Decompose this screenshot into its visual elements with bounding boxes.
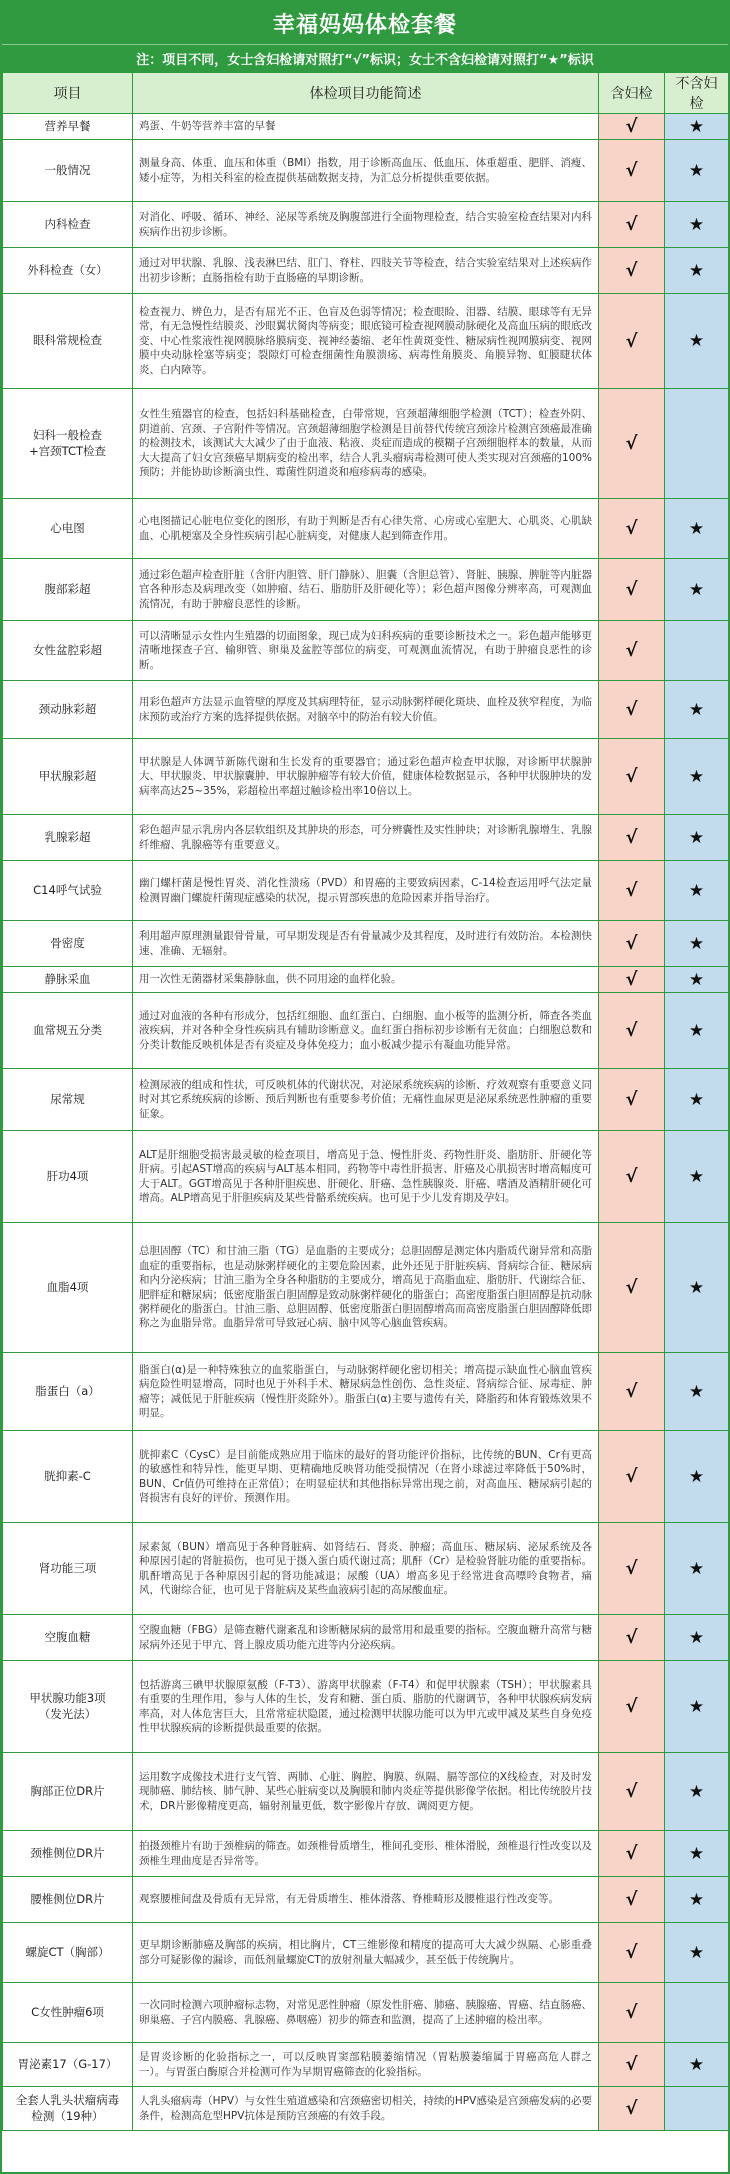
- row-item-name: 外科检查（女）: [3, 248, 133, 294]
- row-item-name: 血脂4项: [3, 1223, 133, 1353]
- table-row: [3, 739, 729, 815]
- check-mark: √: [599, 1661, 665, 1753]
- row-item-name: 颈椎侧位DR片: [3, 1831, 133, 1877]
- row-description: 总胆固醇（TC）和甘油三脂（TG）是血脂的主要成分；总胆固醇是测定体内脂质代谢异常和高脂血症的重要指标，也是动脉粥样硬化的主要危险因素，此外还见于肝脏疾病、肾病综合征、糖尿病和内分泌疾病；甘油三脂为全身各种脂肪的主要成分，增高见于高脂血症、脂肪肝、代谢综合征、肥胖症和糖尿病；低密度脂蛋白胆固醇是致动脉粥样硬化的脂蛋白；高密度脂蛋白胆固醇是抗动脉粥样硬化的脂蛋白。甘油三脂、总胆固醇、低密度脂蛋白胆固醇增高而高密度脂蛋白胆固醇降低即称之为血脂异常。血脂异常可导致冠心病、脑中风等心脑血管疾病。: [133, 1223, 599, 1353]
- row-description: 通过彩色超声检查肝脏（含肝内胆管、肝门静脉）、胆囊（含胆总管）、肾脏、胰腺、脾脏等内脏器官各种形态及病理改变（如肿瘤、结石、脂肪肝及肝硬化等）；彩色超声图像分辨率高，可观测血流情况，有助于肿瘤良恶性的诊断。: [133, 559, 599, 621]
- star-mark: ★: [665, 1877, 729, 1923]
- row-item-name: 血常规五分类: [3, 993, 133, 1069]
- row-description: 运用数字成像技术进行支气管、两肺、心脏、胸腔、胸膜、纵隔、膈等部位的X线检查，对及时发现肺癌、肺结核、肺气肿、某些心脏病变以及胸膜和肺内炎症等提供影像学依据。相比传统胶片技术，DR片影像精度更高，辐射剂量更低，数字影像片存放、调阅更方便。: [133, 1753, 599, 1831]
- star-mark: ★: [665, 1615, 729, 1661]
- star-mark: ★: [665, 294, 729, 389]
- check-mark: √: [599, 815, 665, 861]
- star-mark: [665, 621, 729, 681]
- row-description: 包括游离三碘甲状腺原氨酸（F-T3）、游离甲状腺素（F-T4）和促甲状腺素（TSH）；甲状腺素具有重要的生理作用，参与人体的生长，发育和糖、蛋白质、脂肪的代谢调节，各种甲状腺疾病发病率高，对人体危害巨大，且常常症状隐匿，通过检测甲状腺功能可以为甲亢或甲减及某些自身免疫性甲状腺疾病的诊断提供最重要的依据。: [133, 1661, 599, 1753]
- check-mark: √: [599, 114, 665, 140]
- row-description: 心电图描记心脏电位变化的图形，有助于判断是否有心律失常、心房或心室肥大、心肌炎、心肌缺血、心肌梗塞及全身性疾病引起心脏病变，对健康人起到筛查作用。: [133, 499, 599, 559]
- row-description: 用一次性无菌器材采集静脉血，供不同用途的血样化验。: [133, 967, 599, 993]
- star-mark: ★: [665, 1353, 729, 1431]
- table-row: [3, 1831, 729, 1877]
- row-description: 可以清晰显示女性内生殖器的切面图象，现已成为妇科疾病的重要诊断技术之一。彩色超声能够更清晰地探查子宫、输卵管、卵巢及盆腔等部位的病变，可观测血流情况，有助于肿瘤良恶性的诊断。: [133, 621, 599, 681]
- row-item-name: 空腹血糖: [3, 1615, 133, 1661]
- table-row: [3, 815, 729, 861]
- row-item-name: C女性肿瘤6项: [3, 1983, 133, 2043]
- table-row: [3, 1223, 729, 1353]
- table-row: [3, 1923, 729, 1983]
- table-row: [3, 248, 729, 294]
- star-mark: ★: [665, 1069, 729, 1131]
- row-description: 通过对甲状腺、乳腺、浅表淋巴结、肛门、脊柱、四肢关节等检查，结合实验室结果对上述疾病作出初步诊断；直肠指检有助于直肠癌的早期诊断。: [133, 248, 599, 294]
- row-item-name: 内科检查: [3, 202, 133, 248]
- row-item-name: 一般情况: [3, 140, 133, 202]
- table-row: [3, 1069, 729, 1131]
- star-mark: ★: [665, 499, 729, 559]
- row-item-name: 脂蛋白（a）: [3, 1353, 133, 1431]
- check-mark: √: [599, 967, 665, 993]
- row-item-name: 腰椎侧位DR片: [3, 1877, 133, 1923]
- table-row: [3, 1661, 729, 1753]
- row-description: 空腹血糖（FBG）是筛查糖代谢紊乱和诊断糖尿病的最常用和最重要的指标。空腹血糖升高常与糖尿病外还见于甲亢、肾上腺皮质功能亢进等内分泌疾病。: [133, 1615, 599, 1661]
- star-mark: ★: [665, 1523, 729, 1615]
- check-mark: √: [599, 1131, 665, 1223]
- row-description: 尿素氮（BUN）增高见于各种肾脏病、如肾结石、肾炎、肿瘤；高血压、糖尿病、泌尿系统及各种原因引起的肾脏损伤，也可见于摄入蛋白质代谢过高；肌酐（Cr）是检验肾脏功能的重要指标。肌酐增高见于各种原因引起的肾功能减退；尿酸（UA）增高多见于经常进食高嘌呤食物者，痛风，代谢综合征，也可见于肾脏病及某些血液病引起的高尿酸血症。: [133, 1523, 599, 1615]
- check-mark: √: [599, 2087, 665, 2131]
- check-mark: √: [599, 1523, 665, 1615]
- row-description: 一次同时检测六项肿瘤标志物，对常见恶性肿瘤（原发性肝癌、肺癌、胰腺癌、胃癌、结直肠癌、卵巢癌、子宫内膜癌、乳腺癌、鼻咽癌）初步的筛查和监测，提高了上述肿瘤的检出率。: [133, 1983, 599, 2043]
- check-mark: √: [599, 861, 665, 921]
- check-mark: √: [599, 1615, 665, 1661]
- header-item: 项目: [3, 73, 133, 114]
- star-mark: ★: [665, 248, 729, 294]
- row-item-name: 骨密度: [3, 921, 133, 967]
- star-mark: ★: [665, 1753, 729, 1831]
- check-mark: √: [599, 559, 665, 621]
- row-item-name: 肾功能三项: [3, 1523, 133, 1615]
- table-row: [3, 559, 729, 621]
- star-mark: ★: [665, 815, 729, 861]
- table-row: [3, 621, 729, 681]
- table-row: [3, 499, 729, 559]
- row-item-name: 静脉采血: [3, 967, 133, 993]
- star-mark: ★: [665, 681, 729, 739]
- row-item-name: 眼科常规检查: [3, 294, 133, 389]
- star-mark: ★: [665, 1431, 729, 1523]
- row-description: 是胃炎诊断的化验指标之一，可以反映胃窦部粘膜萎缩情况（胃粘膜萎缩属于胃癌高危人群之一）。与胃蛋白酶原合并检测可作为早期胃癌筛查的化验指标。: [133, 2043, 599, 2087]
- row-description: ALT是肝细胞受损害最灵敏的检查项目，增高见于急、慢性肝炎、药物性肝炎、脂肪肝、肝硬化等肝病。引起AST增高的疾病与ALT基本相同，药物等中毒性肝损害、肝癌及心肌损害时增高幅度可大于ALT。GGT增高见于各种肝胆疾患、肝硬化、肝癌、急性胰腺炎、肝癌、嗜酒及酒精肝硬化可增高。ALP增高见于肝胆疾病及某些骨骼系统疾病。也可见于少儿发育期及孕妇。: [133, 1131, 599, 1223]
- star-mark: [665, 1983, 729, 2043]
- row-description: 用彩色超声方法显示血管壁的厚度及其病理特征，显示动脉粥样硬化斑块、血栓及狭窄程度，为临床预防或治疗方案的选择提供依据。对脑卒中的防治有较大价值。: [133, 681, 599, 739]
- row-item-name: 甲状腺彩超: [3, 739, 133, 815]
- table-row: [3, 1523, 729, 1615]
- checkup-table: [2, 72, 729, 2131]
- check-mark: √: [599, 621, 665, 681]
- check-mark: √: [599, 1753, 665, 1831]
- row-item-name: 颈动脉彩超: [3, 681, 133, 739]
- check-mark: √: [599, 202, 665, 248]
- check-mark: √: [599, 1431, 665, 1523]
- check-mark: √: [599, 993, 665, 1069]
- star-mark: ★: [665, 1661, 729, 1753]
- row-item-name: 妇科一般检查 +宫颈TCT检查: [3, 389, 133, 499]
- row-item-name: 全套人乳头状瘤病毒 检测（19种）: [3, 2087, 133, 2131]
- row-item-name: 胃泌素17（G-17）: [3, 2043, 133, 2087]
- table-row: [3, 1431, 729, 1523]
- row-description: 检测尿液的组成和性状，可反映机体的代谢状况，对泌尿系统疾病的诊断、疗效观察有重要意义同时对其它系统疾病的诊断、预后判断也有重要参考价值；无痛性血尿更是泌尿系统恶性肿瘤的重要征象。: [133, 1069, 599, 1131]
- check-mark: √: [599, 294, 665, 389]
- check-mark: √: [599, 389, 665, 499]
- table-row: [3, 1131, 729, 1223]
- star-mark: [665, 2087, 729, 2131]
- table-row: [3, 2043, 729, 2087]
- check-mark: √: [599, 1877, 665, 1923]
- star-mark: ★: [665, 559, 729, 621]
- check-mark: √: [599, 1831, 665, 1877]
- star-mark: ★: [665, 921, 729, 967]
- row-description: 利用超声原理测量跟骨骨量，可早期发现是否有骨量减少及其程度，及时进行有效防治。本检测快速、准确、无辐射。: [133, 921, 599, 967]
- star-mark: ★: [665, 2043, 729, 2087]
- row-description: 幽门螺杆菌是慢性胃炎、消化性溃疡（PVD）和胃癌的主要致病因素，C-14检查运用呼气法定量检测胃幽门螺旋杆菌现症感染的状况，提示胃部疾患的危险因素并指导治疗。: [133, 861, 599, 921]
- check-mark: √: [599, 1353, 665, 1431]
- row-description: 观察腰椎间盘及骨质有无异常，有无骨质增生、椎体滑落、脊椎畸形及腰椎退行性改变等。: [133, 1877, 599, 1923]
- row-description: 对消化、呼吸、循环、神经、泌尿等系统及胸腹部进行全面物理检查，结合实验室检查结果对内科疾病作出初步诊断。: [133, 202, 599, 248]
- row-item-name: 胸部正位DR片: [3, 1753, 133, 1831]
- check-mark: √: [599, 140, 665, 202]
- row-description: 女性生殖器官的检查，包括妇科基础检查，白带常规，宫颈超薄细胞学检测（TCT）；检查外阴、阴道前、宫颈、子宫附件等情况。宫颈超薄细胞学检测是目前替代传统宫颈涂片检测宫颈癌最准确的检测技术，该测试大大减少了由于血液、粘液、炎症而造成的模糊子宫颈细胞样本的数量，从而大大提高了妇女宫颈癌早期病变的检出率，结合人乳头瘤病毒检测可使人类实现对宫颈癌的100%预防；并能协助诊断滴虫性、霉菌性阴道炎和疱疹病毒的感染。: [133, 389, 599, 499]
- star-mark: ★: [665, 114, 729, 140]
- check-mark: √: [599, 248, 665, 294]
- check-mark: √: [599, 921, 665, 967]
- star-mark: ★: [665, 1223, 729, 1353]
- header-description: 体检项目功能简述: [133, 73, 599, 114]
- row-description: 鸡蛋、牛奶等营养丰富的早餐: [133, 114, 599, 140]
- table-row: [3, 202, 729, 248]
- row-item-name: 心电图: [3, 499, 133, 559]
- star-mark: ★: [665, 1923, 729, 1983]
- row-description: 彩色超声显示乳房内各层软组织及其肿块的形态，可分辨囊性及实性肿块；对诊断乳腺增生、乳腺纤维瘤、乳腺癌等有重要意义。: [133, 815, 599, 861]
- row-description: 人乳头瘤病毒（HPV）与女性生殖道感染和宫颈癌密切相关，持续的HPV感染是宫颈癌发病的必要条件，检测高危型HPV抗体是预防宫颈癌的有效手段。: [133, 2087, 599, 2131]
- row-item-name: 腹部彩超: [3, 559, 133, 621]
- row-item-name: 肝功4项: [3, 1131, 133, 1223]
- star-mark: ★: [665, 202, 729, 248]
- star-mark: ★: [665, 739, 729, 815]
- star-mark: ★: [665, 1831, 729, 1877]
- star-mark: ★: [665, 140, 729, 202]
- header-without-gynecology: 不含妇检: [665, 73, 729, 114]
- header-with-gynecology: 含妇检: [599, 73, 665, 114]
- legend-note: 注：项目不同，女士含妇检请对照打“√”标识；女士不含妇检请对照打“★”标识: [2, 44, 728, 72]
- row-description: 通过对血液的各种有形成分，包括红细胞、血红蛋白、白细胞、血小板等的监测分析，筛查各类血液疾病，并对各种全身性疾病具有辅助诊断意义。血红蛋白指标初步诊断有无贫血；白细胞总数和分类计数能反映机体是否有炎症及身体免疫力；血小板减少提示有凝血功能异常。: [133, 993, 599, 1069]
- table-row: [3, 921, 729, 967]
- row-item-name: 甲状腺功能3项 （发光法）: [3, 1661, 133, 1753]
- row-description: 脂蛋白(α)是一种特殊独立的血浆脂蛋白，与动脉粥样硬化密切相关；增高提示缺血性心脑血管疾病危险性明显增高，同时也见于外科手术、糖尿病急性创伤、急性炎症、肾病综合征、尿毒症、肿瘤等；减低见于肝脏疾病（慢性肝炎除外）。脂蛋白(α)主要与遗传有关，降脂药和体育锻炼效果不明显。: [133, 1353, 599, 1431]
- table-row: [3, 993, 729, 1069]
- table-row: [3, 1353, 729, 1431]
- star-mark: ★: [665, 967, 729, 993]
- check-mark: √: [599, 1983, 665, 2043]
- row-description: 测量身高、体重、血压和体重（BMI）指数，用于诊断高血压、低血压、体重超重、肥胖、消瘦、矮小症等，为相关科室的检查提供基础数据支持，为汇总分析提供重要依据。: [133, 140, 599, 202]
- row-description: 甲状腺是人体调节新陈代谢和生长发育的重要器官；通过彩色超声检查甲状腺，对诊断甲状腺肿大、甲状腺炎、甲状腺囊肿、甲状腺肿瘤等有较大价值，健康体检数据显示，各种甲状腺肿块的发病率高达25~35%，彩超检出率超过触诊检出率10倍以上。: [133, 739, 599, 815]
- table-row: [3, 861, 729, 921]
- check-mark: √: [599, 1069, 665, 1131]
- table-row: [3, 114, 729, 140]
- table-row: [3, 1983, 729, 2043]
- table-row: [3, 967, 729, 993]
- table-row: [3, 681, 729, 739]
- table-row: [3, 1615, 729, 1661]
- check-mark: √: [599, 1223, 665, 1353]
- table-row: [3, 140, 729, 202]
- row-item-name: 乳腺彩超: [3, 815, 133, 861]
- table-header-row: [3, 73, 729, 114]
- table-row: [3, 1877, 729, 1923]
- row-description: 拍摄颈椎片有助于颈椎病的筛查。如颈椎骨质增生，椎间孔变形、椎体滑脱，颈椎退行性改变以及颈椎生理曲度是否异常等。: [133, 1831, 599, 1877]
- table-row: [3, 2087, 729, 2131]
- row-item-name: 女性盆腔彩超: [3, 621, 133, 681]
- package-title: 幸福妈妈体检套餐: [2, 2, 728, 44]
- check-mark: √: [599, 1923, 665, 1983]
- row-item-name: 营养早餐: [3, 114, 133, 140]
- row-item-name: C14呼气试验: [3, 861, 133, 921]
- check-mark: √: [599, 739, 665, 815]
- table-row: [3, 1753, 729, 1831]
- row-item-name: 胱抑素-C: [3, 1431, 133, 1523]
- check-mark: √: [599, 681, 665, 739]
- row-description: 检查视力、辨色力，是否有屈光不正、色盲及色弱等情况；检查眼睑、泪器、结膜、眼球等有无异常，有无急慢性结膜炎、沙眼翼状胬肉等病变；眼底镜可检查视网膜动脉硬化及高血压病的眼底改变、中心性浆液性视网膜脉络膜病变、视神经萎缩、老年性黄斑变性、糖尿病性视网膜病变、视网膜中央动脉栓塞等病变；裂隙灯可检查细菌性角膜溃疡、病毒性角膜炎、角膜异物、虹膜睫状体炎、白内障等。: [133, 294, 599, 389]
- star-mark: ★: [665, 1131, 729, 1223]
- row-description: 胱抑素C（CysC）是目前能成熟应用于临床的最好的肾功能评价指标，比传统的BUN、Cr有更高的敏感性和特异性，能更早期、更精确地反映肾功能受损情况（在肾小球滤过率降低于50%时，BUN、Cr值仍可维持在正常值）；在明显症状和其他指标异常出现之前，对高血压、糖尿病引起的肾损害有良好的评价、预测作用。: [133, 1431, 599, 1523]
- star-mark: [665, 389, 729, 499]
- row-description: 更早期诊断肺癌及胸部的疾病，相比胸片，CT三维影像和精度的提高可大大减少纵隔、心影重叠部分可疑影像的漏诊，而低剂量螺旋CT的放射剂量大幅减少，甚至低于传统胸片。: [133, 1923, 599, 1983]
- check-mark: √: [599, 2043, 665, 2087]
- star-mark: ★: [665, 861, 729, 921]
- table-row: [3, 389, 729, 499]
- table-row: [3, 294, 729, 389]
- check-mark: √: [599, 499, 665, 559]
- row-item-name: 尿常规: [3, 1069, 133, 1131]
- star-mark: ★: [665, 993, 729, 1069]
- row-item-name: 螺旋CT（胸部）: [3, 1923, 133, 1983]
